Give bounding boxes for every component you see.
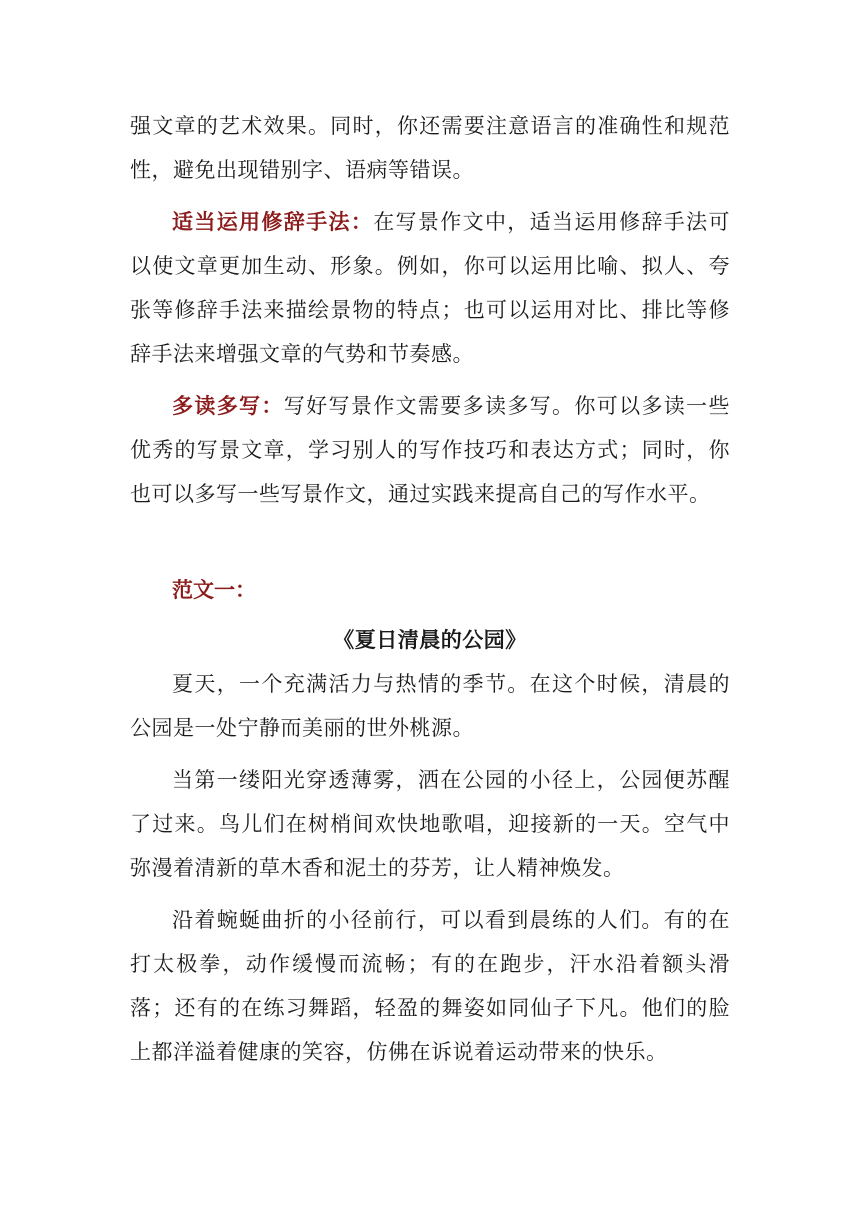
document-page [130,104,730,1082]
tip-read-write-term: 多读多写： [172,394,284,418]
section-spacer [130,516,730,568]
intro-paragraph: 强文章的艺术效果。同时，你还需要注意语言的准确性和规范性，避免出现错别字、语病等错误。 [130,114,730,182]
tip-read-write-text: 写好写景作文需要多读多写。你可以多读一些优秀的写景文章，学习别人的写作技巧和表达方式；同时，你也可以多写一些写景作文，通过实践来提高自己的写作水平。 [130,394,731,506]
essay-paragraph: 当第一缕阳光穿透薄雾，洒在公园的小径上，公园便苏醒了过来。鸟儿们在树梢间欢快地歌唱，迎接新的一天。空气中弥漫着清新的草木香和泥土的芬芳，让人精神焕发。 [130,768,730,880]
tip-rhetoric-paragraph [130,200,730,376]
essay-paragraph: 沿着蜿蜒曲折的小径前行，可以看到晨练的人们。有的在打太极拳，动作缓慢而流畅；有的在跑步，汗水沿着额头滑落；还有的在练习舞蹈，轻盈的舞姿如同仙子下凡。他们的脸上都洋溢着健康的笑容，仿佛在诉说着运动带来的快乐。 [130,908,730,1064]
essay-title: 《夏日清晨的公园》 [333,628,527,652]
tip-rhetoric-term: 适当运用修辞手法： [172,210,374,234]
essay-body [130,662,730,1074]
essay-paragraph: 夏天，一个充满活力与热情的季节。在这个时候，清晨的公园是一处宁静而美丽的世外桃源。 [130,672,730,740]
tip-rhetoric-text: 在写景作文中，适当运用修辞手法可以使文章更加生动、形象。例如，你可以运用比喻、拟人、夸张等修辞手法来描绘景物的特点；也可以运用对比、排比等修辞手法来增强文章的气势和节奏感。 [130,210,730,366]
tip-read-write-paragraph [130,384,730,516]
sample-label: 范文一： [172,578,256,602]
